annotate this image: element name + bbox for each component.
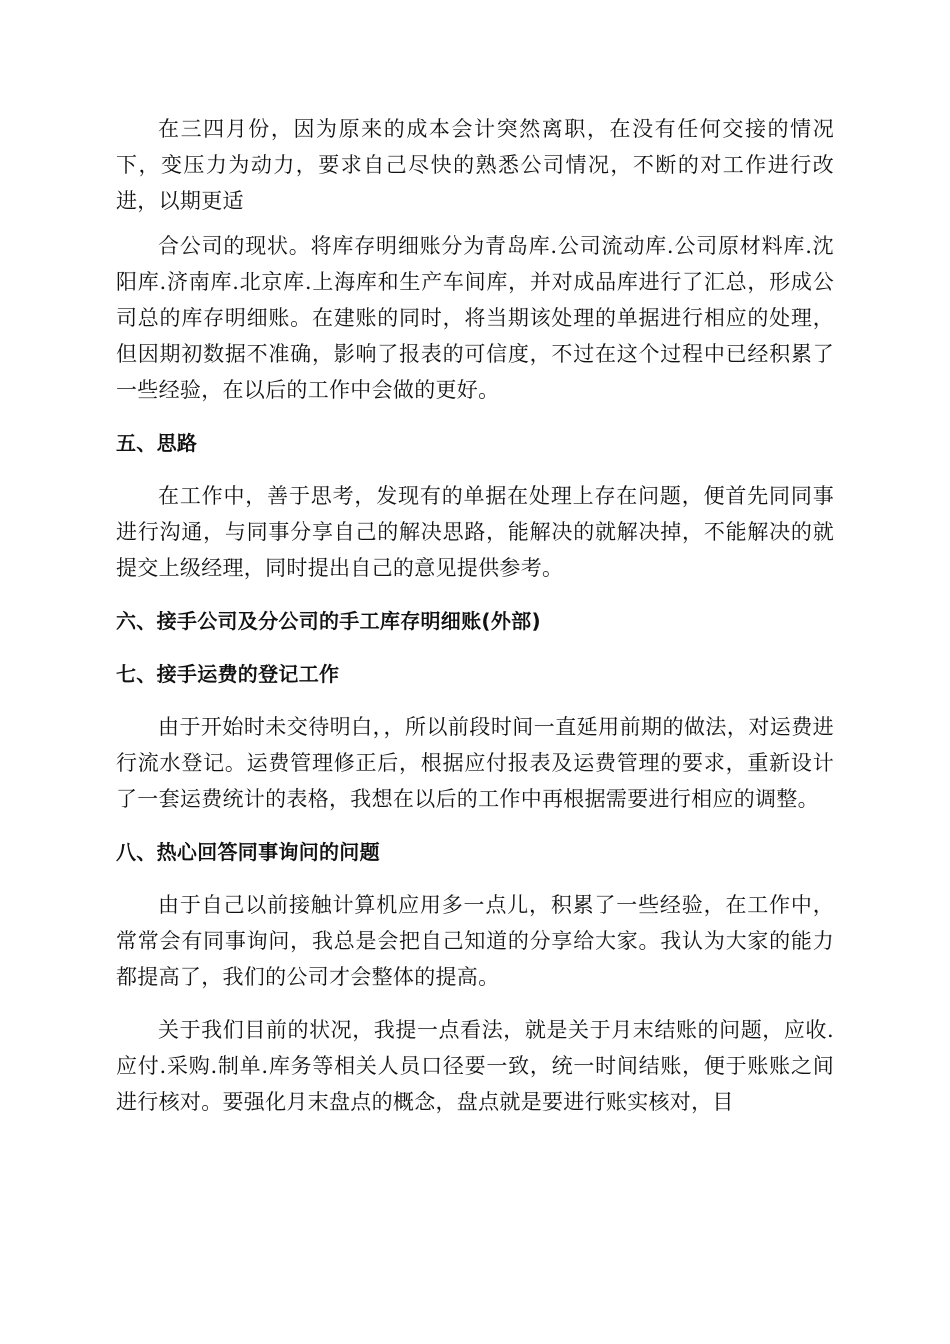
paragraph-inventory-ledger: 合公司的现状。将库存明细账分为青岛库.公司流动库.公司原材料库.沈阳库.济南库.北京库.上海库和生产车间库，并对成品库进行了汇总，形成公司总的库存明细账。在建账的同时，将当期该处理的单据进行相应的处理，但因期初数据不准确，影响了报表的可信度，不过在这个过程中已经积累了一些经验，在以后的工作中会做的更好。: [116, 234, 834, 402]
section-heading-6: 六、接手公司及分公司的手工库存明细账(外部): [116, 609, 541, 633]
section-heading-8: 八、热心回答同事询问的问题: [116, 840, 380, 864]
paragraph-month-end-suggestion: 关于我们目前的状况，我提一点看法，就是关于月末结账的问题，应收.应付.采购.制单.库务等相关人员口径要一致，统一时间结账，便于账账之间进行核对。要强化月末盘点的概念，盘点就是要进行账实核对，目: [116, 1018, 834, 1114]
section-heading-7: 七、接手运费的登记工作: [116, 662, 340, 686]
document-body: [116, 111, 834, 1137]
paragraph-helping-colleagues: 由于自己以前接触计算机应用多一点儿，积累了一些经验，在工作中，常常会有同事询问，我总是会把自己知道的分享给大家。我认为大家的能力都提高了，我们的公司才会整体的提高。: [116, 893, 834, 989]
paragraph-thinking: 在工作中，善于思考，发现有的单据在处理上存在问题，便首先同同事进行沟通，与同事分享自己的解决思路，能解决的就解决掉，不能解决的就提交上级经理，同时提出自己的意见提供参考。: [116, 484, 834, 580]
paragraph-staffing-change: 在三四月份，因为原来的成本会计突然离职，在没有任何交接的情况下，变压力为动力，要求自己尽快的熟悉公司情况，不断的对工作进行改进，以期更适: [116, 117, 834, 213]
paragraph-freight: 由于开始时未交待明白，，所以前段时间一直延用前期的做法，对运费进行流水登记。运费管理修正后，根据应付报表及运费管理的要求，重新设计了一套运费统计的表格，我想在以后的工作中再根据需要进行相应的调整。: [116, 715, 834, 811]
section-heading-5: 五、思路: [116, 431, 198, 455]
